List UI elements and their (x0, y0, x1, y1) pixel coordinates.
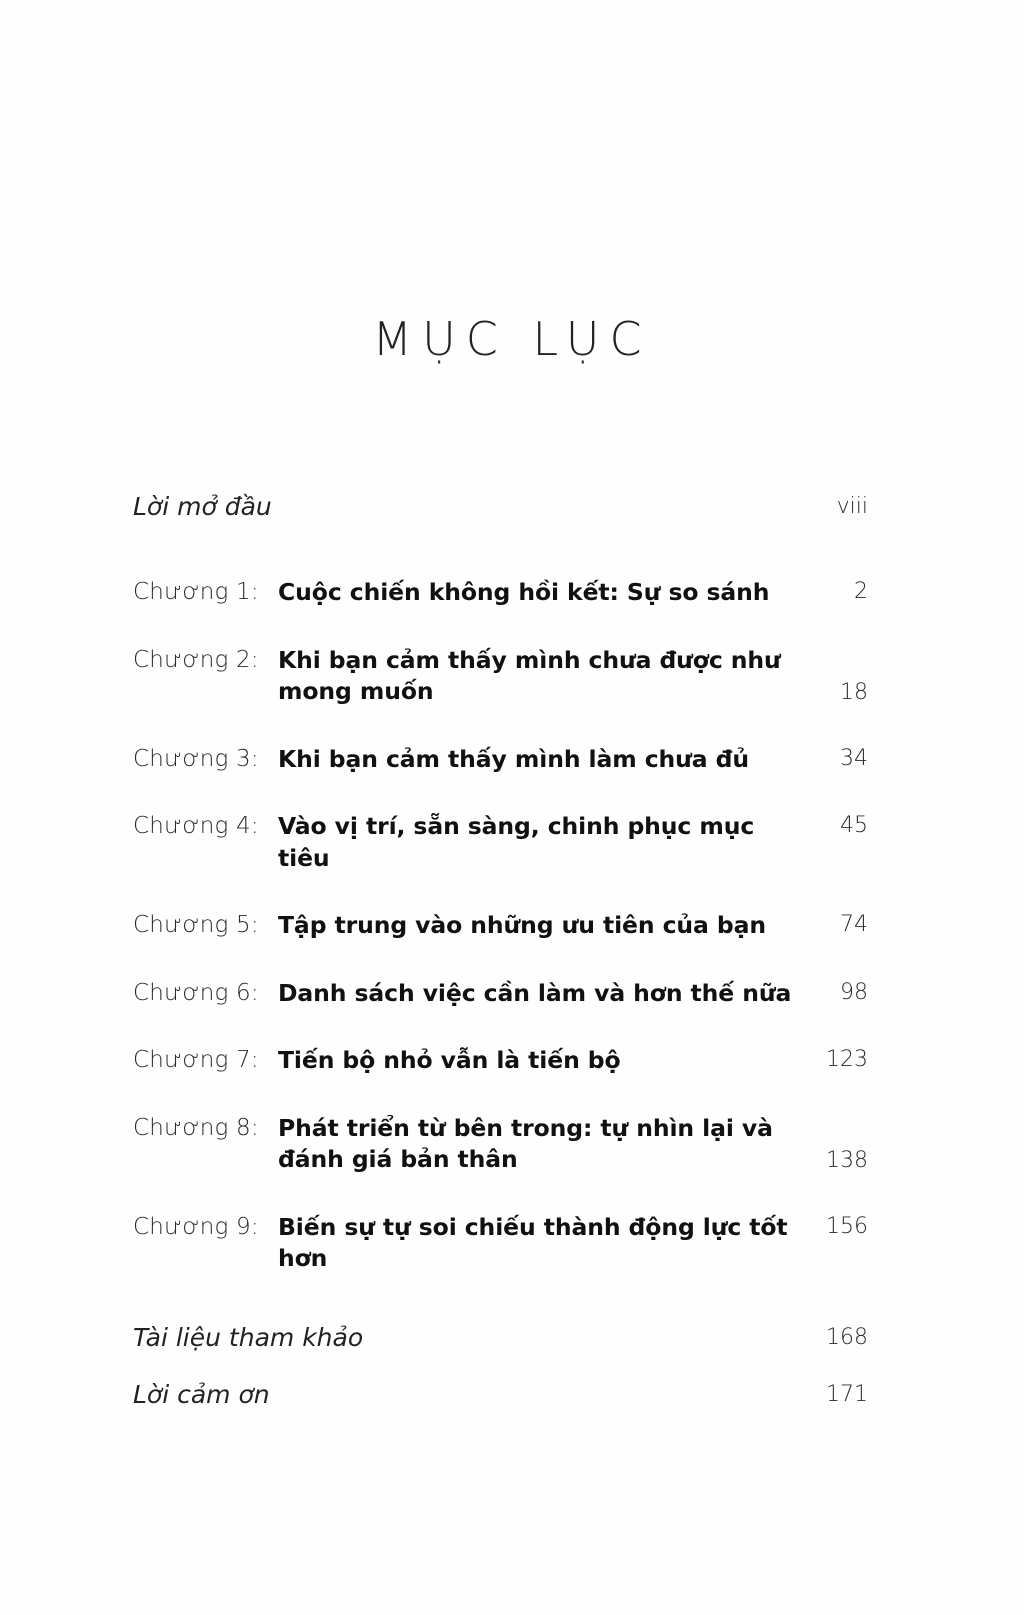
toc-chapter-page: 18 (840, 680, 868, 706)
toc-chapter-row[interactable] (133, 744, 868, 775)
toc-chapter-title: Vào vị trí, sẵn sàng, chinh phục mục tiêu (278, 812, 755, 872)
toc-chapter-title: Biến sự tự soi chiếu thành động lực tốt hơn (278, 1212, 788, 1273)
toc-front-matter-label: Lời mở đầu (133, 492, 272, 521)
toc-chapter-title: Khi bạn cảm thấy mình chưa được như mong muốn (278, 645, 781, 706)
toc-chapter-page: 45 (840, 813, 868, 839)
toc-chapter-label: Chương 5: (133, 912, 259, 939)
toc-chapter-page: 123 (826, 1047, 868, 1073)
toc-back-matter-page: 168 (826, 1324, 868, 1350)
toc-chapter-label: Chương 2: (133, 646, 259, 673)
toc-chapter-title: Cuộc chiến không hồi kết: Sự so sánh (278, 578, 770, 607)
toc-back-matter-page: 171 (826, 1382, 868, 1408)
toc-back-matter-label: Tài liệu tham khảo (133, 1322, 364, 1352)
toc-chapter-page: 2 (854, 579, 868, 605)
toc-chapter-title: Tập trung vào những ưu tiên của bạn (278, 911, 766, 940)
toc-chapter-row[interactable] (133, 1113, 868, 1176)
toc-front-matter-page: viii (836, 494, 868, 519)
toc-chapter-page: 138 (826, 1148, 868, 1174)
toc-chapter-page: 156 (826, 1213, 868, 1239)
toc-back-matter-label: Lời cảm ơn (133, 1380, 270, 1410)
toc-chapter-label: Chương 4: (133, 813, 259, 840)
toc-chapter-page: 34 (840, 745, 868, 771)
toc-chapter-row[interactable] (133, 811, 868, 874)
toc-chapter-row[interactable] (133, 1212, 868, 1275)
toc-chapter-page: 74 (840, 912, 868, 938)
toc-chapter-label: Chương 6: (133, 979, 259, 1006)
toc-chapter-title: Tiến bộ nhỏ vẫn là tiến bộ (278, 1046, 621, 1075)
toc-chapter-title: Danh sách việc cần làm và hơn thế nữa (278, 978, 792, 1007)
toc-chapter-row[interactable] (133, 645, 868, 708)
toc-chapter-row[interactable] (133, 978, 868, 1009)
toc-chapter-label: Chương 1: (133, 579, 259, 606)
toc-chapter-row[interactable] (133, 910, 868, 941)
toc-chapter-label: Chương 3: (133, 745, 259, 772)
toc-chapter-label: Chương 7: (133, 1047, 259, 1074)
toc-chapter-label: Chương 8: (133, 1114, 259, 1141)
toc-chapter-label: Chương 9: (133, 1213, 259, 1240)
toc-back-matter-row[interactable] (133, 1380, 868, 1409)
toc-chapter-row[interactable] (133, 1045, 868, 1076)
toc-chapter-page: 98 (840, 979, 868, 1005)
toc-back-matter-row[interactable] (133, 1323, 868, 1352)
table-of-contents (133, 492, 868, 1438)
toc-chapter-row[interactable] (133, 577, 868, 608)
toc-chapter-title: Khi bạn cảm thấy mình làm chưa đủ (278, 744, 749, 773)
toc-back-matter (133, 1323, 868, 1410)
page-title: MỤC LỤC (372, 312, 652, 366)
toc-front-matter-row[interactable] (133, 492, 868, 521)
toc-chapter-title: Phát triển từ bên trong: tự nhìn lại và đánh giá bản thân (278, 1113, 773, 1174)
